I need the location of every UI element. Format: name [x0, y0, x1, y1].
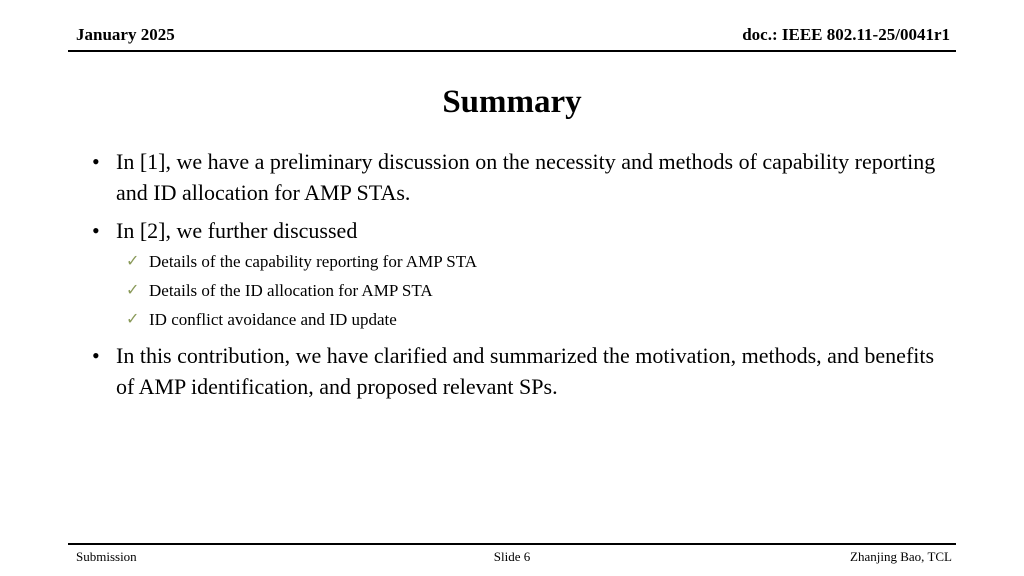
bullet-icon: •: [92, 218, 100, 243]
header-doc-id: doc.: IEEE 802.11-25/0041r1: [742, 25, 950, 45]
bullet-icon: •: [92, 343, 100, 368]
bullet-text: In [1], we have a preliminary discussion on the necessity and methods of capability reporting and ID allocation for AMP STAs.: [116, 149, 936, 205]
slide-footer: [68, 543, 956, 576]
header-date: January 2025: [76, 25, 175, 45]
bullet-text: In [2], we further discussed: [116, 218, 358, 243]
sub-bullet-item: [92, 306, 942, 333]
bullet-item: [92, 340, 942, 402]
slide-header: [68, 0, 956, 52]
check-icon: ✓: [126, 282, 140, 299]
check-icon: ✓: [126, 311, 140, 328]
sub-bullet-text: Details of the ID allocation for AMP STA: [149, 281, 433, 300]
bullet-text: In this contribution, we have clarified and summarized the motivation, methods, and benefits of AMP identification, and proposed relevant SPs.: [116, 343, 935, 399]
check-icon: ✓: [126, 253, 140, 270]
footer-slide-number: Slide 6: [493, 549, 531, 564]
bullet-item: [92, 146, 942, 208]
footer-submission: Submission: [76, 549, 137, 564]
sub-bullet-item: [92, 248, 942, 275]
slide-body: [0, 146, 1024, 402]
footer-author: Zhanjing Bao, TCL: [850, 549, 952, 564]
sub-bullet-item: [92, 277, 942, 304]
bullet-item: [92, 215, 942, 246]
bullet-icon: •: [92, 149, 100, 174]
sub-bullet-text: ID conflict avoidance and ID update: [149, 310, 397, 329]
page-title: Summary: [442, 84, 582, 120]
sub-bullet-text: Details of the capability reporting for AMP STA: [149, 252, 478, 271]
